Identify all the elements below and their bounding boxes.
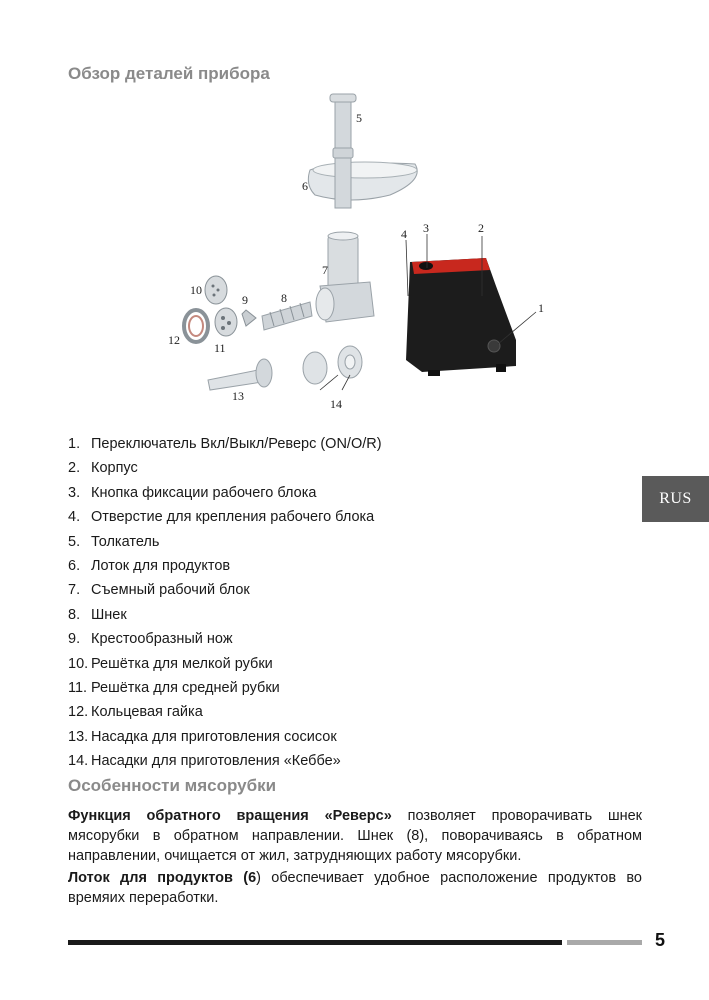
list-item-number: 12.	[68, 704, 89, 721]
list-item-label: Лоток для продуктов	[91, 558, 231, 575]
list-item-number: 13.	[68, 728, 89, 745]
auger-illustration	[262, 302, 312, 330]
reverse-function-text: позволяет проворачивать шнек мясорубки в обратном направлении. Шнек (8), поворачиваясь в обратном направлении, очищается от жил, затрудняющих работу мясорубки.	[68, 808, 643, 864]
list-item-label: Шнек	[91, 606, 127, 623]
list-item-number: 5.	[68, 533, 81, 550]
knife-illustration	[242, 310, 256, 326]
list-item-label: Кольцевая гайка	[91, 704, 203, 721]
ring-nut-illustration	[184, 310, 208, 342]
list-item	[68, 700, 382, 724]
list-item	[68, 749, 382, 773]
list-item	[68, 530, 382, 554]
tray-illustration	[308, 158, 417, 208]
callout-8: 8	[281, 291, 287, 305]
overview-title: Обзор деталей прибора	[68, 64, 270, 83]
list-item-label: Толкатель	[91, 533, 160, 550]
footer-divider-dark	[68, 940, 562, 945]
callout-5: 5	[356, 111, 362, 125]
list-item	[68, 505, 382, 529]
callout-3: 3	[423, 221, 429, 235]
features-title: Особенности мясорубки	[68, 776, 277, 795]
fine-grate-illustration	[205, 276, 227, 304]
tray-text: ) обеспечивает удобное расположение продуктов во времяих переработки.	[68, 870, 642, 906]
callout-7: 7	[322, 263, 328, 277]
page-number: 5	[655, 930, 666, 950]
callout-11: 11	[214, 341, 226, 355]
list-item-label: Съемный рабочий блок	[91, 582, 250, 599]
callout-4: 4	[401, 227, 407, 241]
list-item-label: Насадки для приготовления «Кеббе»	[91, 753, 341, 770]
list-item-label: Кнопка фиксации рабочего блока	[91, 484, 317, 501]
list-item	[68, 725, 382, 749]
list-item	[68, 627, 382, 651]
list-item-number: 2.	[68, 460, 81, 477]
list-item	[68, 481, 382, 505]
list-item	[68, 432, 382, 456]
callout-14: 14	[330, 397, 342, 411]
pusher-illustration	[330, 94, 356, 158]
list-item-number: 7.	[68, 582, 81, 599]
motor-body-illustration	[406, 258, 516, 376]
list-item-number: 3.	[68, 484, 81, 501]
list-item-number: 4.	[68, 509, 81, 526]
list-item-label: Отверстие для крепления рабочего блока	[91, 509, 375, 526]
sausage-nozzle-illustration	[208, 359, 272, 390]
parts-list	[68, 432, 382, 774]
callout-6: 6	[302, 179, 308, 193]
callout-1: 1	[538, 301, 544, 315]
list-item-number: 14.	[68, 753, 89, 770]
list-item	[68, 652, 382, 676]
list-item	[68, 676, 382, 700]
list-item-number: 6.	[68, 558, 81, 575]
kebbe-nozzle-illustration	[303, 346, 362, 384]
callout-12: 12	[168, 333, 180, 347]
list-item	[68, 603, 382, 627]
callout-2: 2	[478, 221, 484, 235]
list-item	[68, 554, 382, 578]
list-item-number: 1.	[68, 436, 81, 452]
reverse-function-term: Функция обратного вращения «Реверс»	[68, 808, 392, 824]
language-tab: RUS	[642, 476, 709, 522]
list-item	[68, 456, 382, 480]
callout-9: 9	[242, 293, 248, 307]
tray-paragraph	[68, 868, 642, 908]
list-item-label: Решётка для средней рубки	[91, 680, 280, 697]
list-item-label: Корпус	[91, 460, 138, 477]
callout-13: 13	[232, 389, 244, 403]
list-item-label: Насадка для приготовления сосисок	[91, 728, 337, 745]
footer-divider-light	[567, 940, 642, 945]
list-item-number: 11.	[68, 680, 88, 697]
list-item-label: Крестообразный нож	[91, 631, 233, 648]
parts-diagram	[160, 90, 560, 420]
list-item-number: 9.	[68, 631, 81, 648]
list-item-number: 10.	[68, 655, 89, 672]
list-item-number: 8.	[68, 606, 81, 623]
tray-term: Лоток для продуктов (6	[68, 870, 257, 886]
list-item-label: Решётка для мелкой рубки	[91, 655, 273, 672]
list-item	[68, 578, 382, 602]
reverse-function-paragraph	[68, 806, 642, 866]
list-item-label: Переключатель Вкл/Выкл/Реверс (ON/O/R)	[91, 436, 382, 452]
medium-grate-illustration	[215, 308, 237, 336]
callout-10: 10	[190, 283, 202, 297]
working-unit-illustration	[316, 232, 374, 322]
